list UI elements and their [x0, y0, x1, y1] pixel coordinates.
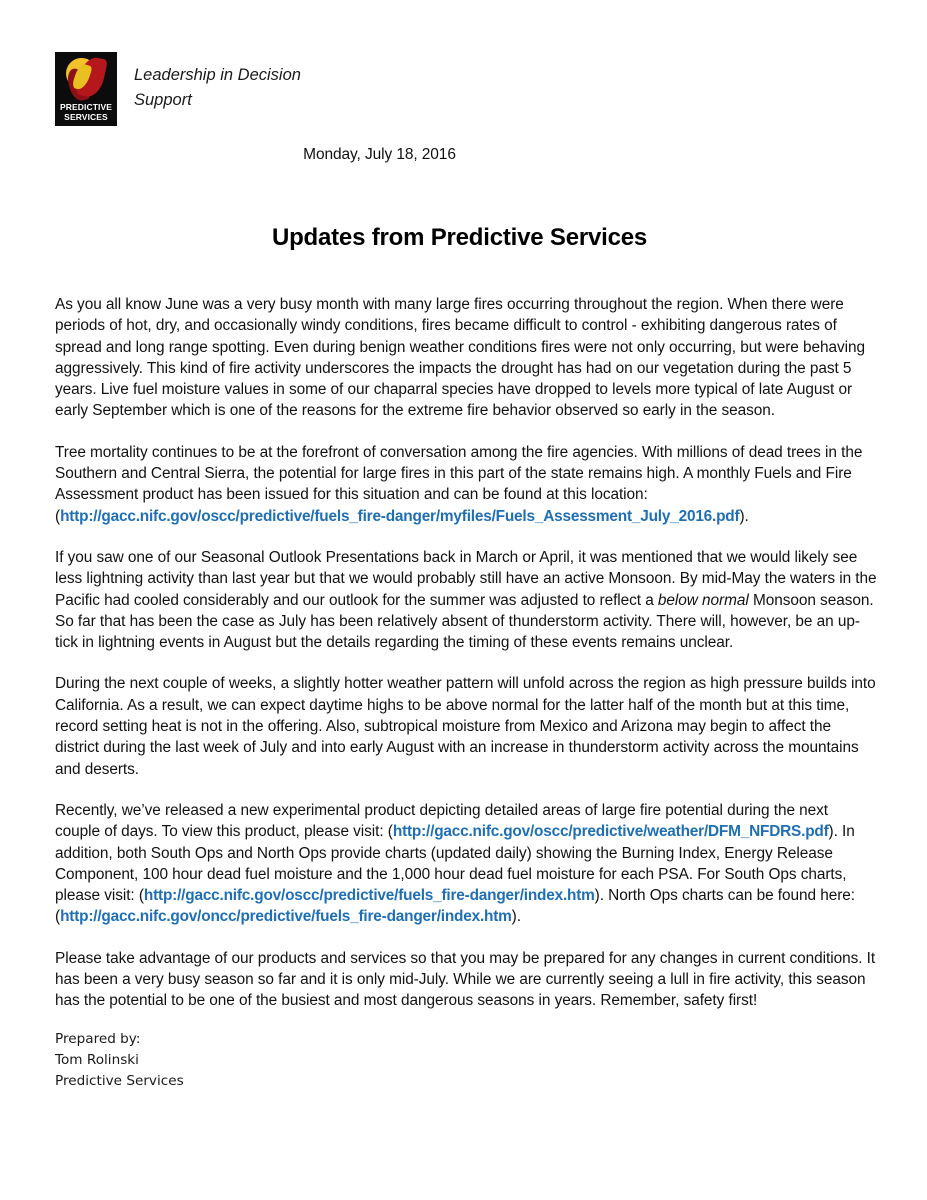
paragraph-2 — [55, 442, 877, 527]
document-body — [55, 294, 877, 1012]
paragraph-5-text-segment-1: Recently, we’ve released a new experimental product depicting detailed areas of large fire potential during the next couple of days. To view this product, please visit: ( — [55, 801, 829, 841]
logo-wordmark — [55, 103, 117, 122]
logo-wordmark-line1: PREDICTIVE — [59, 102, 112, 112]
paragraph-1-text: As you all know June was a very busy month with many large fires occurring throughout the region. When there were periods of hot, dry, and occasionally windy conditions, fires became difficult to control - exhibiting dangerous rates of spread and long range spotting. Even during benign weather conditions fires were not only occurring, but were behaving aggressively. This kind of fire activity underscores the impacts the drought has had on our vegetation during the past 5 years. Live fuel moisture values in some of our chaparral species have dropped to levels more typical of late August or early September which is one of the reasons for the extreme fire behavior observed so early in the season. — [55, 296, 865, 420]
link-dfm-nfdrs-pdf[interactable]: http://gacc.nifc.gov/oscc/predictive/weather/DFM_NFDRS.pdf — [392, 823, 829, 841]
paragraph-2-text-before-link: Tree mortality continues to be at the forefront of conversation among the fire agencies. With millions of dead trees in the Southern and Central Sierra, the potential for large fires in this part of the state remains high. A monthly Fuels and Fire Assessment product has been issued for this situation and can be found at this location: ( — [55, 443, 863, 525]
paragraph-5-text-segment-3: ). North Ops charts can be found here: ( — [55, 887, 856, 926]
paragraph-6 — [55, 948, 877, 1012]
paragraph-2-text-after-link: ). — [739, 507, 749, 525]
document-header — [55, 52, 349, 126]
paragraph-1 — [55, 294, 877, 422]
paragraph-5 — [55, 800, 877, 928]
link-south-ops-fuels-fire-danger[interactable]: http://gacc.nifc.gov/oscc/predictive/fuels_fire-danger/index.htm — [143, 887, 595, 905]
page-title: Updates from Predictive Services — [271, 224, 648, 251]
paragraph-3-text-before-italic: If you saw one of our Seasonal Outlook Presentations back in March or April, it was mentioned that we would likely see less lightning activity than last year but that we would probably still have an active Monsoon. By mid-May the waters in the Pacific had cooled considerably and our outlook for the summer was adjusted to reflect a — [55, 548, 877, 609]
logo-wordmark-line2: SERVICES — [64, 111, 108, 122]
paragraph-3-text-after-italic: Monsoon season. So far that has been the case as July has been relatively absent of thunderstorm activity. There will, however, be an up-tick in lightning events in August but the details regarding the timing of these events remains unclear. — [55, 591, 874, 652]
paragraph-5-text-segment-4: ). — [511, 908, 521, 926]
predictive-services-logo-icon — [55, 52, 117, 126]
paragraph-3-italic-phrase: below normal — [657, 591, 749, 609]
signature-name: Tom Rolinski — [55, 1052, 139, 1068]
signature-organization: Predictive Services — [55, 1073, 184, 1089]
header-tagline: Leadership in Decision Support — [134, 66, 301, 109]
paragraph-6-text: Please take advantage of our products and services so that you may be prepared for any changes in current conditions. It has been a very busy season so far and it is only mid-July. While we are currently seeing a lull in fire activity, this season has the potential to be one of the busiest and most dangerous seasons in years. Remember, safety first! — [55, 949, 876, 1010]
signature-block — [55, 1029, 184, 1092]
document-date: Monday, July 18, 2016 — [303, 146, 456, 163]
signature-prepared-by-label: Prepared by: — [55, 1031, 141, 1047]
paragraph-3 — [55, 547, 877, 653]
paragraph-4-text: During the next couple of weeks, a slightly hotter weather pattern will unfold across the region as high pressure builds into California. As a result, we can expect daytime highs to be above normal for the latter half of the month but at this time, record setting heat is not in the offering. Also, subtropical moisture from Mexico and Arizona may begin to affect the district during the last week of July and into early August with an increase in thunderstorm activity across the mountains and deserts. — [55, 675, 876, 778]
link-fuels-assessment-pdf[interactable]: http://gacc.nifc.gov/oscc/predictive/fuels_fire-danger/myfiles/Fuels_Assessment_July_2016.pdf — [60, 507, 740, 525]
link-north-ops-fuels-fire-danger[interactable]: http://gacc.nifc.gov/oncc/predictive/fuels_fire-danger/index.htm — [60, 908, 512, 926]
paragraph-4 — [55, 673, 877, 779]
paragraph-5-text-segment-2: ). In addition, both South Ops and North Ops provide charts (updated daily) showing the Burning Index, Energy Release Component, 100 hour dead fuel moisture and the 1,000 hour dead fuel moisture for each PSA. For South Ops charts, please visit: ( — [55, 823, 855, 905]
